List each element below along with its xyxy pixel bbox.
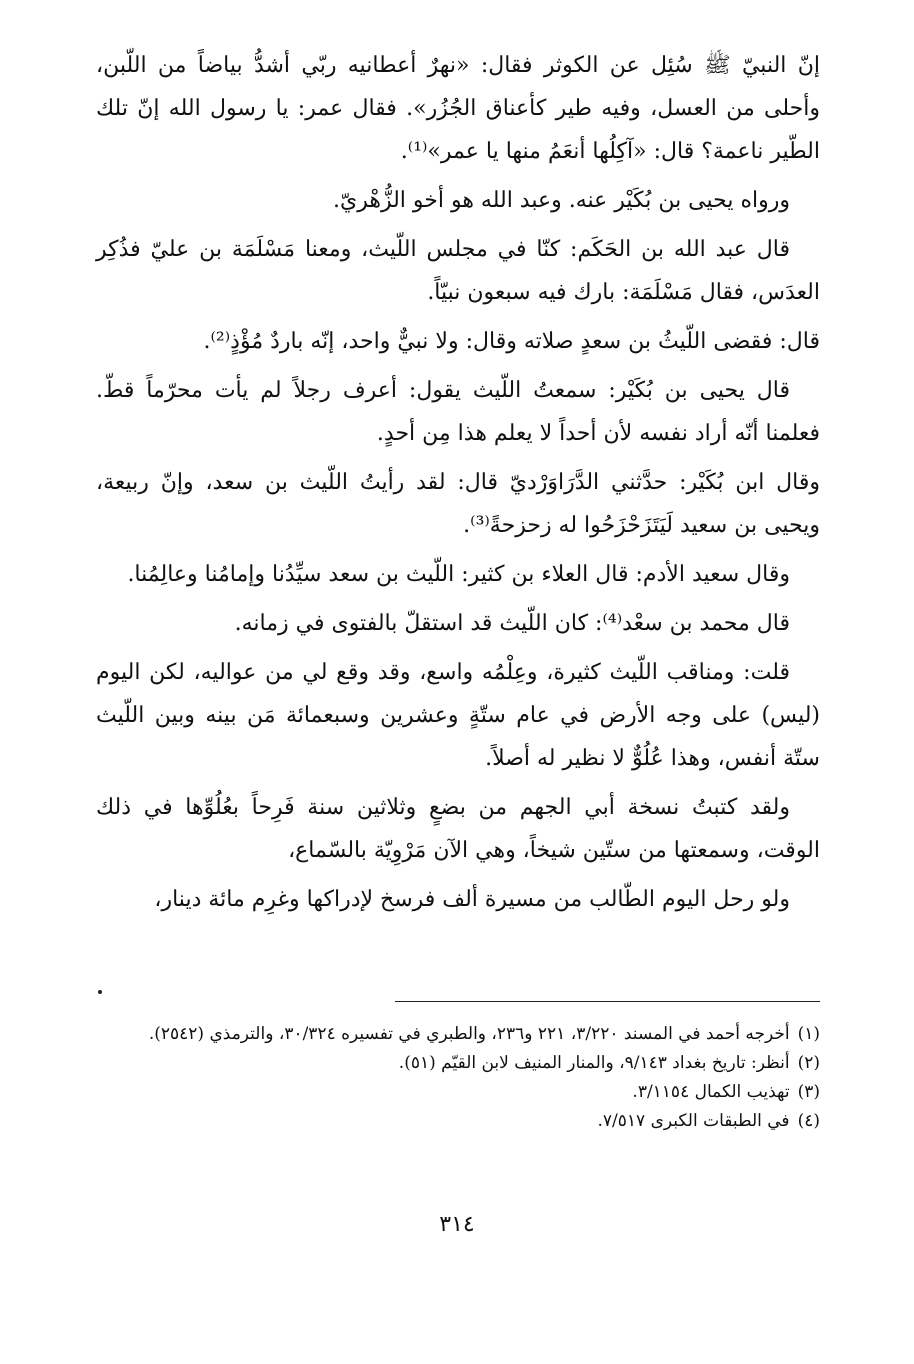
paragraph-abu-jahm: ولقد كتبتُ نسخة أبي الجهم من بضعٍ وثلاثين سنة فَرِحاً بعُلُوِّها في ذلك الوقت، وسمعتها من ستّين شيخاً، وهي الآن مَرْوِيّة بالسّماع، xyxy=(96,795,820,863)
footnote-number: (٤) xyxy=(797,1111,820,1131)
stray-dot xyxy=(98,990,102,994)
footnote-text: أنظر: تاريخ بغداد ٩/١٤٣، والمنار المنيف لابن القيّم (٥١). xyxy=(398,1053,790,1073)
paragraph-said-adam: وقال سعيد الأدم: قال العلاء بن كثير: اللّيث بن سعد سيِّدُنا وإمامُنا وعالِمُنا. xyxy=(127,562,790,587)
paragraph-lentils: قال عبد الله بن الحَكَم: كنّا في مجلس اللّيث، ومعنا مَسْلَمَة بن عليّ فذُكِر العدَس، فقال مَسْلَمَة: بارك فيه سبعون نبيّاً. xyxy=(96,237,820,305)
footnote xyxy=(96,1049,820,1078)
page-number: ٣١٤ xyxy=(439,1212,475,1237)
footnote-separator xyxy=(395,1001,820,1002)
footnote-text: أخرجه أحمد في المسند ٣/٢٢٠، ٢٢١ و٢٣٦، والطبري في تفسيره ٣٠/٣٢٤، والترمذي (٢٥٤٢). xyxy=(148,1024,790,1044)
main-text xyxy=(96,44,820,921)
paragraph-travel: ولو رحل اليوم الطّالب من مسيرة ألف فرسخ لإدراكها وغرِم مائة دينار، xyxy=(154,887,790,912)
paragraph-manaqib: قلت: ومناقب اللّيث كثيرة، وعِلْمُه واسع، وقد وقع لي من عواليه، لكن اليوم (ليس) على وجه الأرض في عام ستّةٍ وعشرين وسبعمائة مَن بينه وبين اللّيث ستّة أنفس، وهذا عُلُوٌّ لا نظير له أصلاً. xyxy=(96,660,820,771)
footnote-text: في الطبقات الكبرى ٧/٥١٧. xyxy=(597,1111,790,1131)
footnotes xyxy=(96,1020,820,1136)
footnote-number: (١) xyxy=(797,1024,820,1044)
footnote-number: (٢) xyxy=(797,1053,820,1073)
footnote xyxy=(96,1020,820,1049)
footnote xyxy=(96,1078,820,1107)
footnote-number: (٣) xyxy=(797,1082,820,1102)
paragraph-forbidden: قال يحيى بن بُكَيْر: سمعتُ اللّيث يقول: أعرف رجلاً لم يأت محرّماً قطّ. فعلمنا أنّه أراد نفسه لأن أحداً لا يعلم هذا مِن أحدٍ. xyxy=(96,378,820,446)
paragraph-kawthar: إنّ النبيّ ﷺ سُئِل عن الكوثر فقال: «نهرٌ أعطانيه ربّي أشدُّ بياضاً من اللّبن، وأحلى من العسل، وفيه طير كأعناق الجُزُر». فقال عمر: يا رسول الله إنّ تلك الطّير ناعمة؟ قال: «آكِلُها أنعَمُ منها يا عمر»⁽¹⁾. xyxy=(96,53,820,164)
paragraph-darawardi: وقال ابن بُكَيْر: حدَّثني الدَّرَاوَرْديّ قال: لقد رأيتُ اللّيث بن سعد، وإنّ ربيعة، ويحيى بن سعيد لَيَتَزَحْزَحُوا له زحزحةً⁽³⁾. xyxy=(96,470,820,538)
paragraph-yahya-narration: ورواه يحيى بن بُكَيْر عنه. وعبد الله هو أخو الزُّهْريّ. xyxy=(332,188,790,213)
paragraph-ibn-sad: قال محمد بن سعْد⁽⁴⁾: كان اللّيث قد استقلّ بالفتوى في زمانه. xyxy=(234,611,790,636)
paragraph-layth-reply: قال: فقضى اللّيثُ بن سعدٍ صلاته وقال: ولا نبيٌّ واحد، إنّه باردٌ مُؤْذٍ⁽²⁾. xyxy=(203,329,820,354)
footnote-text: تهذيب الكمال ٣/١١٥٤. xyxy=(632,1082,790,1102)
footnote xyxy=(96,1107,820,1136)
